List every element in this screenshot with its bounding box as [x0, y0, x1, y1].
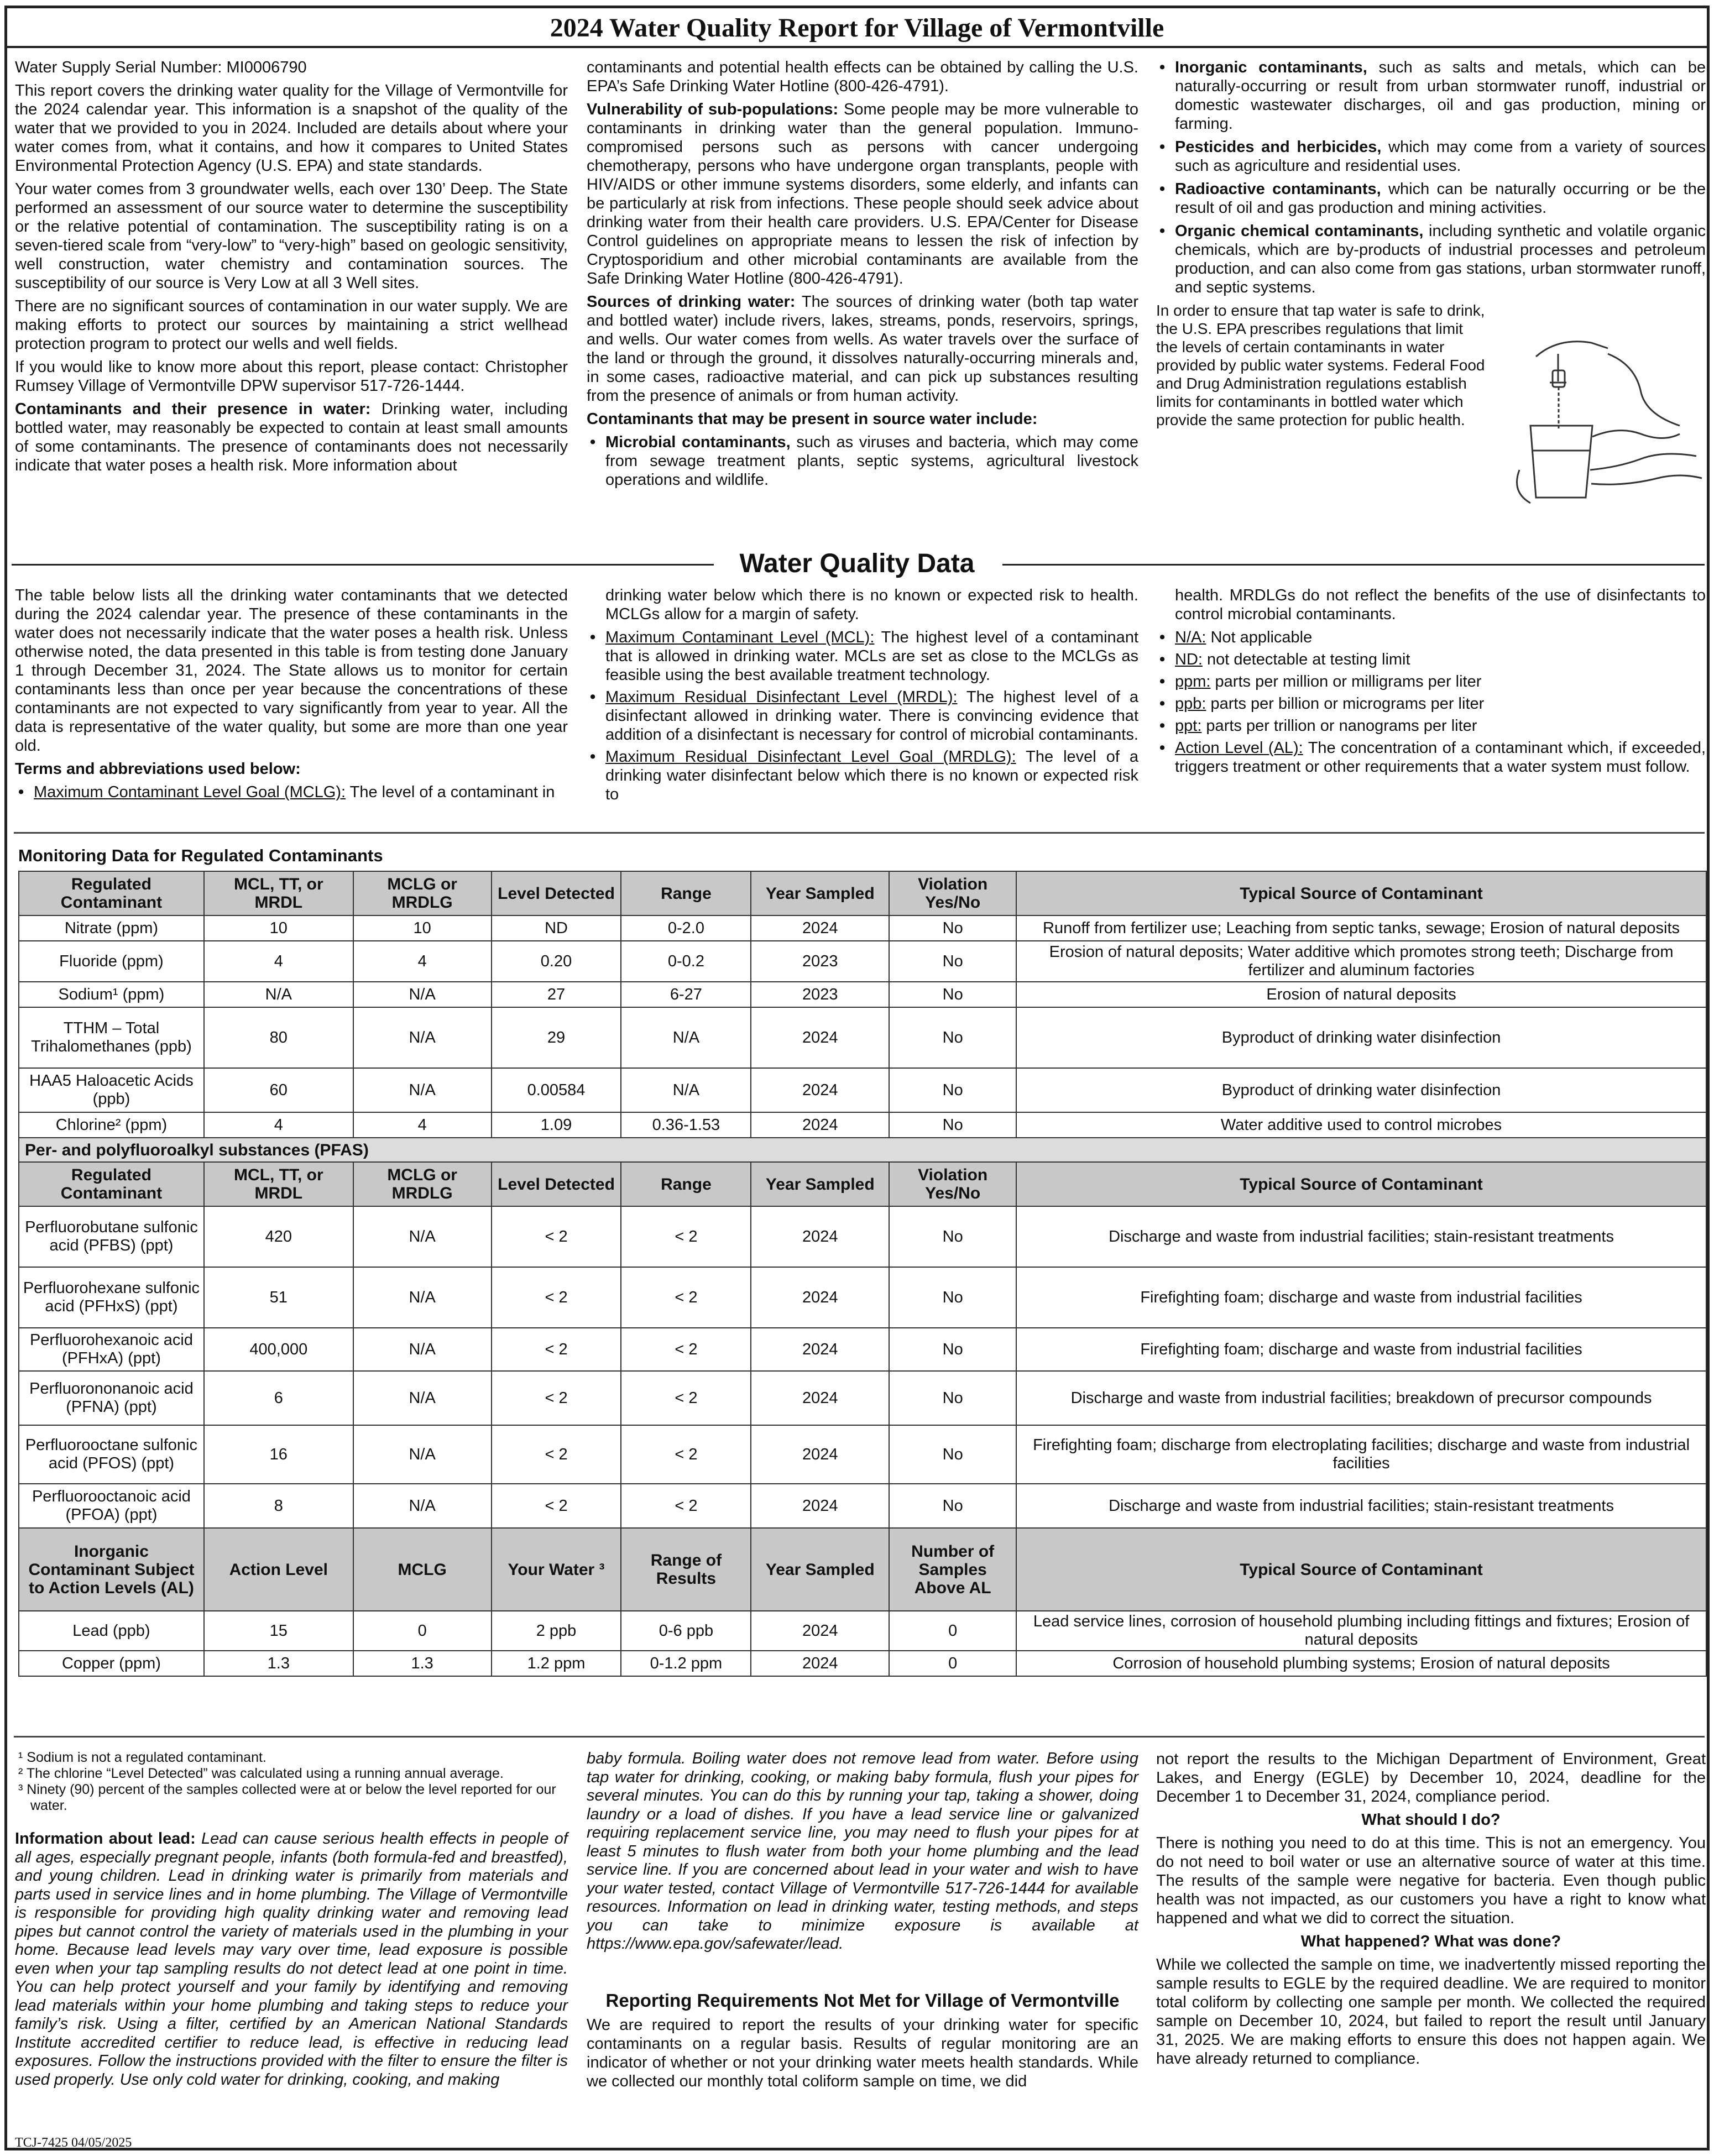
term-name: ppb:	[1175, 695, 1206, 713]
list-item-heading: Pesticides and herbicides,	[1175, 138, 1382, 156]
term-name: Maximum Contaminant Level Goal (MCLG):	[34, 783, 346, 801]
table-row	[19, 982, 1706, 1007]
table-cell: 4	[353, 1112, 492, 1138]
source-cell: Water additive used to control microbes	[1016, 1112, 1706, 1138]
table-cell: 6	[204, 1371, 353, 1425]
terms-list	[587, 628, 1138, 804]
column-header: Inorganic Contaminant Subject to Action Levels (AL)	[19, 1528, 204, 1611]
table-cell: 420	[204, 1206, 353, 1267]
table-row	[19, 1112, 1706, 1138]
contaminant-name-cell: Perfluorohexane sulfonic acid (PFHxS) (ppt)	[19, 1267, 204, 1328]
source-cell: Runoff from fertilizer use; Leaching from septic tanks, sewage; Erosion of natural deposits	[1016, 915, 1706, 941]
report-page	[4, 6, 1710, 2150]
present-contaminants-heading	[587, 410, 1138, 428]
contaminants-text: Drinking water, including bottled water, may reasonably be expected to contain at least small amounts of some contaminants. The presence of contaminants does not necessarily indicate that water poses a health risk. More information about	[15, 400, 568, 474]
contaminant-name-cell: Fluoride (ppm)	[19, 941, 204, 982]
term-item	[587, 628, 1138, 684]
table-cell: No	[889, 1206, 1016, 1267]
column-header: Number of Samples Above AL	[889, 1528, 1016, 1611]
table-row	[19, 1611, 1706, 1651]
table-cell: < 2	[492, 1484, 621, 1528]
table-cell: N/A	[204, 982, 353, 1007]
term-item	[587, 747, 1138, 804]
terms-label: Terms and abbreviations used below:	[15, 760, 301, 778]
list-item-heading: Inorganic contaminants,	[1175, 59, 1367, 76]
table-row	[19, 1267, 1706, 1328]
table-row	[19, 1425, 1706, 1484]
contaminant-name-cell: Perfluorooctane sulfonic acid (PFOS) (ppt)	[19, 1425, 204, 1484]
table-row	[19, 1371, 1706, 1425]
table-row	[19, 1328, 1706, 1371]
list-item-text: such as viruses and bacteria, which may come from sewage treatment plants, septic systems, agricultural livestock operations and wildlife.	[605, 433, 1138, 489]
wqd-intro-paragraph: The table below lists all the drinking water contaminants that we detected during the 2024 calendar year. The presence of these contaminants in the water does not necessarily indicate that the water poses a health risk. Unless otherwise noted, the data presented in this table is from testing done January 1 through December 31, 2024. The State allows us to monitor for certain contaminants less than once per year because the concentrations of these contaminants are not expected to vary significantly from year to year. All the data is representative of the water quality, but some are more than one year old.	[15, 587, 568, 755]
list-item-text: which can be naturally occurring or be the result of oil and gas production and mining activities.	[1175, 180, 1706, 217]
table-cell: < 2	[492, 1371, 621, 1425]
wqd-column-3	[1156, 586, 1706, 779]
answer-paragraph: While we collected the sample on time, we inadvertently missed reporting the sample results to EGLE by the required deadline. We are required to monitor total coliform by collecting one sample per month. We collected the required sample on December 10, 2024, but failed to report the result until January 31, 2025. We are making efforts to ensure this does not happen again. We have already returned to compliance.	[1156, 1956, 1706, 2068]
vulnerability-paragraph	[587, 100, 1138, 288]
table-cell: 2024	[751, 1651, 889, 1676]
table-cell: No	[889, 1112, 1016, 1138]
contaminant-name-cell: Perfluorooctanoic acid (PFOA) (ppt)	[19, 1484, 204, 1528]
subsection-title: Per- and polyfluoroalkyl substances (PFAS)	[19, 1138, 1706, 1162]
column-header: Range	[621, 871, 751, 915]
source-cell: Discharge and waste from industrial facilities; stain-resistant treatments	[1016, 1206, 1706, 1267]
table-cell: < 2	[621, 1206, 751, 1267]
list-item	[587, 433, 1138, 489]
table-cell: N/A	[353, 1068, 492, 1112]
contaminant-name-cell: Perfluorohexanoic acid (PFHxA) (ppt)	[19, 1328, 204, 1371]
term-name: Maximum Contaminant Level (MCL):	[605, 629, 875, 646]
table-cell: 2024	[751, 1007, 889, 1068]
column-header: Year Sampled	[751, 1162, 889, 1206]
wqd-column-2	[587, 586, 1138, 807]
present-contaminants-label: Contaminants that may be present in source water include:	[587, 410, 1038, 428]
column-header: Your Water ³	[492, 1528, 621, 1611]
table-cell: 80	[204, 1007, 353, 1068]
lead-column-2	[587, 1750, 1138, 1958]
answer-paragraph: There is nothing you need to do at this time. This is not an emergency. You do not need to boil water or use an alternative source of water at this time. The results of the sample were negative for bacteria. Even though public health was not impacted, as our customers you have a right to know what happened and what we did to correct the situation.	[1156, 1834, 1706, 1927]
section-heading: Water Quality Data	[739, 549, 975, 578]
table-cell: 0.00584	[492, 1068, 621, 1112]
term-definition: The highest level of a disinfectant allowed in drinking water. There is convincing evidence that addition of a disinfectant is necessary for control of microbial contaminants.	[605, 688, 1138, 744]
table-cell: 0-1.2 ppm	[621, 1651, 751, 1676]
vulnerability-text: Some people may be more vulnerable to contaminants in drinking water than the general population. Immuno-compromised persons such as persons with cancer undergoing chemotherapy, persons who have undergone organ transplants, people with HIV/AIDS or other immune systems disorders, some elderly, and infants can be particularly at risk from infections. These people should seek advice about drinking water from their health care providers. U.S. EPA/Center for Disease Control guidelines on appropriate means to lessen the risk of infection by Cryptosporidium and other microbial contaminants are available from the Safe Drinking Water Hotline (800-426-4791).	[587, 101, 1139, 287]
term-name: ppt:	[1175, 717, 1202, 735]
table-cell: No	[889, 1371, 1016, 1425]
table-cell: 4	[204, 1112, 353, 1138]
table-cell: 0-6 ppb	[621, 1611, 751, 1651]
table-cell: N/A	[353, 1425, 492, 1484]
table-cell: 400,000	[204, 1328, 353, 1371]
lead-column-1	[15, 1830, 568, 2094]
source-cell: Firefighting foam; discharge and waste from industrial facilities	[1016, 1267, 1706, 1328]
wqd-column-1	[15, 586, 568, 805]
table-cell: N/A	[353, 1206, 492, 1267]
column-header: Range	[621, 1162, 751, 1206]
table-cell: ND	[492, 915, 621, 941]
table-cell: No	[889, 1068, 1016, 1112]
contaminant-name-cell: Nitrate (ppm)	[19, 915, 204, 941]
table-cell: No	[889, 915, 1016, 941]
table-cell: < 2	[621, 1267, 751, 1328]
divider	[14, 1736, 1705, 1738]
terms-list	[15, 783, 568, 802]
table-cell: 2024	[751, 1328, 889, 1371]
table-header-row	[19, 871, 1706, 915]
term-item	[1156, 716, 1706, 735]
lead-heading: Information about lead:	[15, 1830, 196, 1848]
footnote: ³ Ninety (90) percent of the samples collected were at or below the level reported for our water.	[18, 1782, 556, 1813]
table-cell: 2 ppb	[492, 1611, 621, 1651]
contaminant-name-cell: HAA5 Haloacetic Acids (ppb)	[19, 1068, 204, 1112]
contaminant-name-cell: Perfluorononanoic acid (PFNA) (ppt)	[19, 1371, 204, 1425]
term-name: ND:	[1175, 651, 1203, 668]
table-cell: 2024	[751, 1425, 889, 1484]
term-name: Maximum Residual Disinfectant Level Goal (MRDLG):	[605, 748, 1016, 766]
table-cell: 6-27	[621, 982, 751, 1007]
reporting-heading	[587, 1990, 1138, 2011]
question-text: What happened? What was done?	[1300, 1933, 1561, 1950]
source-cell: Erosion of natural deposits; Water additive which promotes strong teeth; Discharge from fertilizer and aluminum factories	[1016, 941, 1706, 982]
table-cell: < 2	[621, 1484, 751, 1528]
term-item	[1156, 739, 1706, 776]
term-continuation: health. MRDLGs do not reflect the benefits of the use of disinfectants to control microbial contaminants.	[1175, 587, 1706, 623]
term-continuation: drinking water below which there is no known or expected risk to health. MCLGs allow for a margin of safety.	[605, 587, 1138, 623]
term-definition: The level of a contaminant in	[346, 783, 555, 801]
table-row	[19, 941, 1706, 982]
table-row	[19, 1068, 1706, 1112]
column-header: MCLG or MRDLG	[353, 1162, 492, 1206]
term-definition: parts per billion or micrograms per liter	[1206, 695, 1485, 713]
contaminant-name-cell: Copper (ppm)	[19, 1651, 204, 1676]
footnote: ¹ Sodium is not a regulated contaminant.	[18, 1750, 266, 1765]
reporting-heading-text: Reporting Requirements Not Met for Village of Vermontville	[605, 1990, 1120, 2011]
question-text: What should I do?	[1361, 1811, 1501, 1829]
intro-column-1	[15, 58, 568, 479]
divider	[14, 832, 1705, 834]
table-cell: 10	[204, 915, 353, 941]
table-cell: < 2	[492, 1206, 621, 1267]
column-header: Range of Results	[621, 1528, 751, 1611]
reporting-continuation: not report the results to the Michigan Department of Environment, Great Lakes, and Energy (EGLE) by December 10, 2024, deadline for the December 1 to December 31, 2024, compliance period.	[1156, 1750, 1706, 1806]
column-header: Typical Source of Contaminant	[1016, 1162, 1706, 1206]
table-cell: 2024	[751, 1206, 889, 1267]
table-cell: 2024	[751, 1267, 889, 1328]
table-header-row	[19, 1162, 1706, 1206]
reporting-paragraph: We are required to report the results of your drinking water for specific contaminants on a regular basis. Results of regular monitoring are an indicator of whether or not your drinking water meets health standards. While we collected our monthly total coliform sample on time, we did	[587, 2016, 1138, 2090]
source-cell: Byproduct of drinking water disinfection	[1016, 1007, 1706, 1068]
intro-paragraph: This report covers the drinking water quality for the Village of Vermontville for the 2024 calendar year. This information is a snapshot of the quality of the water that we provided to you in 2024. Included are details about where your water comes from, what it contains, and how it compares to United States Environmental Protection Agency (U.S. EPA) and state standards.	[15, 82, 568, 175]
source-cell: Firefighting foam; discharge and waste from industrial facilities	[1016, 1328, 1706, 1371]
table-cell: 15	[204, 1611, 353, 1651]
term-item	[1156, 672, 1706, 691]
list-item-text: which may come from a variety of sources such as agriculture and residential uses.	[1175, 138, 1706, 175]
reporting-column-3	[1156, 1750, 1706, 2073]
intro-column-2	[587, 58, 1138, 494]
term-name: Maximum Residual Disinfectant Level (MRDL):	[605, 688, 958, 706]
list-item	[1156, 180, 1706, 217]
term-definition: The concentration of a contaminant which, if exceeded, triggers treatment or other requirements that a water system must follow.	[1175, 739, 1706, 776]
source-cell: Lead service lines, corrosion of household plumbing including fittings and fixtures; Erosion of natural deposits	[1016, 1611, 1706, 1651]
table-cell: 4	[204, 941, 353, 982]
term-definition: The level of a drinking water disinfectant below which there is no known or expected risk to	[605, 748, 1139, 803]
table-cell: 2024	[751, 1112, 889, 1138]
footer-code: TCJ-7425 04/05/2025	[15, 2136, 132, 2150]
table-cell: 0	[889, 1651, 1016, 1676]
table-cell: 29	[492, 1007, 621, 1068]
list-item	[1156, 222, 1706, 297]
source-cell: Firefighting foam; discharge from electroplating facilities; discharge and waste from industrial facilities	[1016, 1425, 1706, 1484]
table-row	[19, 1484, 1706, 1528]
source-paragraph: Your water comes from 3 groundwater wells, each over 130’ Deep. The State performed an assessment of our source water to determine the susceptibility or the relative potential of contamination. The susceptibility rating is on a seven-tiered scale from “very-low” to “very-high” based on geologic sensitivity, well construction, water chemistry and contamination sources. The susceptibility of our source is Very Low at all 3 Well sites.	[15, 180, 568, 292]
table-cell: N/A	[353, 1267, 492, 1328]
term-item	[587, 688, 1138, 744]
table-cell: 2024	[751, 1371, 889, 1425]
list-item-text: such as salts and metals, which can be naturally-occurring or result from urban stormwater runoff, industrial or domestic wastewater discharges, oil and gas production, mining or farming.	[1175, 59, 1706, 133]
table-cell: 0-0.2	[621, 941, 751, 982]
table-row	[19, 1651, 1706, 1676]
contaminant-list	[1156, 58, 1706, 297]
table-cell: N/A	[353, 982, 492, 1007]
column-header: Regulated Contaminant	[19, 1162, 204, 1206]
term-definition: parts per trillion or nanograms per liter	[1201, 717, 1477, 735]
table-cell: 27	[492, 982, 621, 1007]
hand-glass-faucet-icon	[1497, 332, 1710, 506]
table-cell: < 2	[621, 1425, 751, 1484]
column-header: MCL, TT, or MRDL	[204, 1162, 353, 1206]
table-cell: < 2	[621, 1371, 751, 1425]
term-name: Action Level (AL):	[1175, 739, 1303, 757]
lead-text: Lead can cause serious health effects in people of all ages, especially pregnant people, infants (both formula-fed and breastfed), and young children. Lead in drinking water is primarily from materials and parts used in service lines and in home plumbing. The Village of Vermontville is responsible for providing high quality drinking water and removing lead pipes but cannot control the variety of materials used in the plumbing in your home. Because lead levels may vary over time, lead exposure is possible even when your tap sampling results do not detect lead at one point in time. You can help protect yourself and your family by identifying and removing lead materials within your home plumbing and taking steps to reduce your family’s risk. Using a filter, certified by an American National Standards Institute accredited certifier to reduce lead, is effective in reducing lead exposures. Follow the instructions provided with the filter to ensure the filter is used properly. Use only cold water for drinking, cooking, and making	[15, 1830, 568, 2089]
source-cell: Byproduct of drinking water disinfection	[1016, 1068, 1706, 1112]
table-cell: N/A	[353, 1328, 492, 1371]
source-cell: Discharge and waste from industrial facilities; stain-resistant treatments	[1016, 1484, 1706, 1528]
source-cell: Discharge and waste from industrial facilities; breakdown of precursor compounds	[1016, 1371, 1706, 1425]
table-cell: 1.09	[492, 1112, 621, 1138]
source-cell: Corrosion of household plumbing systems; Erosion of natural deposits	[1016, 1651, 1706, 1676]
contaminant-name-cell: Chlorine² (ppm)	[19, 1112, 204, 1138]
table-cell: N/A	[353, 1007, 492, 1068]
report-title: 2024 Water Quality Report for Village of Vermontville	[7, 8, 1707, 48]
term-name: N/A:	[1175, 629, 1206, 646]
table-cell: 2024	[751, 1068, 889, 1112]
table-cell: < 2	[492, 1328, 621, 1371]
term-definition: parts per million or milligrams per liter	[1210, 673, 1482, 690]
sources-text: The sources of drinking water (both tap water and bottled water) include rivers, lakes, streams, ponds, reservoirs, springs, and wells. Our water comes from wells. As water travels over the surface of the land or through the ground, it dissolves naturally-occurring minerals and, in some cases, radioactive material, and can pick up substances resulting from the presence of animals or from human activity.	[587, 293, 1138, 405]
contaminant-name-cell: Lead (ppb)	[19, 1611, 204, 1651]
table-cell: 0.20	[492, 941, 621, 982]
hotline-paragraph: contaminants and potential health effects can be obtained by calling the U.S. EPA’s Safe Drinking Water Hotline (800-426-4791).	[587, 59, 1138, 95]
contaminants-paragraph	[15, 400, 568, 475]
column-header: Typical Source of Contaminant	[1016, 871, 1706, 915]
table-cell: 2023	[751, 982, 889, 1007]
contaminants-heading: Contaminants and their presence in water:	[15, 400, 371, 418]
table-cell: 1.3	[353, 1651, 492, 1676]
table-cell: < 2	[492, 1425, 621, 1484]
list-item	[1156, 138, 1706, 175]
table-cell: N/A	[353, 1371, 492, 1425]
footnotes	[18, 1750, 571, 1814]
table-cell: 51	[204, 1267, 353, 1328]
contaminant-name-cell: Perfluorobutane sulfonic acid (PFBS) (ppt)	[19, 1206, 204, 1267]
column-header: Level Detected	[492, 1162, 621, 1206]
table-header-row	[19, 1528, 1706, 1611]
table-cell: 1.3	[204, 1651, 353, 1676]
term-item	[1156, 650, 1706, 669]
table-cell: 1.2 ppm	[492, 1651, 621, 1676]
table-row	[19, 1206, 1706, 1267]
table-cell: N/A	[353, 1484, 492, 1528]
column-header: Year Sampled	[751, 1528, 889, 1611]
column-header: Regulated Contaminant	[19, 871, 204, 915]
table-cell: 10	[353, 915, 492, 941]
column-header: MCL, TT, or MRDL	[204, 871, 353, 915]
table-cell: No	[889, 1425, 1016, 1484]
list-item-text: including synthetic and volatile organic chemicals, which are by-products of industrial processes and petroleum production, and can also come from gas stations, urban stormwater runoff, and septic systems.	[1175, 222, 1706, 296]
table-cell: 8	[204, 1484, 353, 1528]
footnote: ² The chlorine “Level Detected” was calculated using a running annual average.	[18, 1766, 504, 1781]
table-cell: 0-2.0	[621, 915, 751, 941]
reporting-column-2	[587, 1990, 1138, 2095]
column-header: Level Detected	[492, 871, 621, 915]
column-header: MCLG	[353, 1528, 492, 1611]
table-row	[19, 915, 1706, 941]
contaminant-list	[587, 433, 1138, 489]
column-header: Violation Yes/No	[889, 871, 1016, 915]
table-cell: N/A	[621, 1068, 751, 1112]
table-cell: 0	[889, 1611, 1016, 1651]
column-header: Action Level	[204, 1528, 353, 1611]
term-item	[1156, 628, 1706, 647]
table-cell: 2023	[751, 941, 889, 982]
term-name: ppm:	[1175, 673, 1211, 690]
column-header: Year Sampled	[751, 871, 889, 915]
table-cell: 0.36-1.53	[621, 1112, 751, 1138]
table-cell: 2024	[751, 1484, 889, 1528]
list-item-heading: Microbial contaminants,	[605, 433, 791, 451]
terms-list	[1156, 628, 1706, 776]
column-header: Violation Yes/No	[889, 1162, 1016, 1206]
sources-paragraph	[587, 292, 1138, 405]
lead-paragraph	[15, 1830, 568, 2089]
term-definition: not detectable at testing limit	[1202, 651, 1410, 668]
list-item-heading: Organic chemical contaminants,	[1175, 222, 1424, 240]
table-cell: No	[889, 1007, 1016, 1068]
term-definition: Not applicable	[1206, 629, 1313, 646]
list-item	[1156, 58, 1706, 133]
table-cell: 0	[353, 1611, 492, 1651]
epa-paragraph: In order to ensure that tap water is safe to drink, the U.S. EPA prescribes regulations that limit the levels of certain contaminants in water provided by public water systems. Federal Food and Drug Administration regulations establish limits for contaminants in bottled water which provide the same protection for public health.	[1156, 302, 1485, 428]
table-cell: 4	[353, 941, 492, 982]
terms-heading	[15, 760, 568, 778]
contamination-paragraph: There are no significant sources of contamination in our water supply. We are making efforts to protect our sources by maintaining a strict wellhead protection program to protect our wells and well fields.	[15, 297, 568, 353]
question-heading	[1156, 1932, 1706, 1951]
table-subsection-row	[19, 1138, 1706, 1162]
table-cell: < 2	[621, 1328, 751, 1371]
column-header: Typical Source of Contaminant	[1016, 1528, 1706, 1611]
table-row	[19, 1007, 1706, 1068]
vulnerability-heading: Vulnerability of sub-populations:	[587, 101, 839, 118]
term-definition: The highest level of a contaminant that is allowed in drinking water. MCLs are set as close to the MCLGs as feasible using the best available treatment technology.	[605, 629, 1139, 684]
sources-heading: Sources of drinking water:	[587, 293, 796, 311]
term-item	[1156, 694, 1706, 713]
table-cell: < 2	[492, 1267, 621, 1328]
list-item-heading: Radioactive contaminants,	[1175, 180, 1381, 198]
table-cell: N/A	[621, 1007, 751, 1068]
table-cell: 16	[204, 1425, 353, 1484]
contaminant-name-cell: Sodium¹ (ppm)	[19, 982, 204, 1007]
table-cell: 2024	[751, 915, 889, 941]
contaminant-name-cell: TTHM – Total Trihalomethanes (ppb)	[19, 1007, 204, 1068]
table-cell: No	[889, 1267, 1016, 1328]
question-heading	[1156, 1810, 1706, 1829]
table-cell: No	[889, 1328, 1016, 1371]
table-cell: 2024	[751, 1611, 889, 1651]
table-title: Monitoring Data for Regulated Contaminants	[18, 846, 383, 865]
term-item	[15, 783, 568, 802]
contaminant-table	[18, 871, 1707, 1677]
table-cell: 60	[204, 1068, 353, 1112]
table-cell: No	[889, 941, 1016, 982]
contact-paragraph: If you would like to know more about this report, please contact: Christopher Rumsey Village of Vermontville DPW supervisor 517-726-1444.	[15, 358, 568, 395]
table-cell: No	[889, 1484, 1016, 1528]
source-cell: Erosion of natural deposits	[1016, 982, 1706, 1007]
column-header: MCLG or MRDLG	[353, 871, 492, 915]
table-cell: No	[889, 982, 1016, 1007]
lead-continuation: baby formula. Boiling water does not remove lead from water. Before using tap water for drinking, cooking, or making baby formula, flush your pipes for several minutes. You can do this by running your tap, taking a shower, doing laundry or a load of dishes. If you have a lead service line or galvanized requiring replacement service line, you may need to flush your pipes for at least 5 minutes to flush water from both your home plumbing and the lead service line. If you are concerned about lead in your water and wish to have your water tested, contact Village of Vermontville 517-726-1444 for available resources. Information on lead in drinking water, testing methods, and steps you can take to minimize exposure is available at https://www.epa.gov/safewater/lead.	[587, 1750, 1138, 1953]
water-quality-data-section	[7, 547, 1707, 580]
serial-number: Water Supply Serial Number: MI0006790	[15, 59, 307, 76]
